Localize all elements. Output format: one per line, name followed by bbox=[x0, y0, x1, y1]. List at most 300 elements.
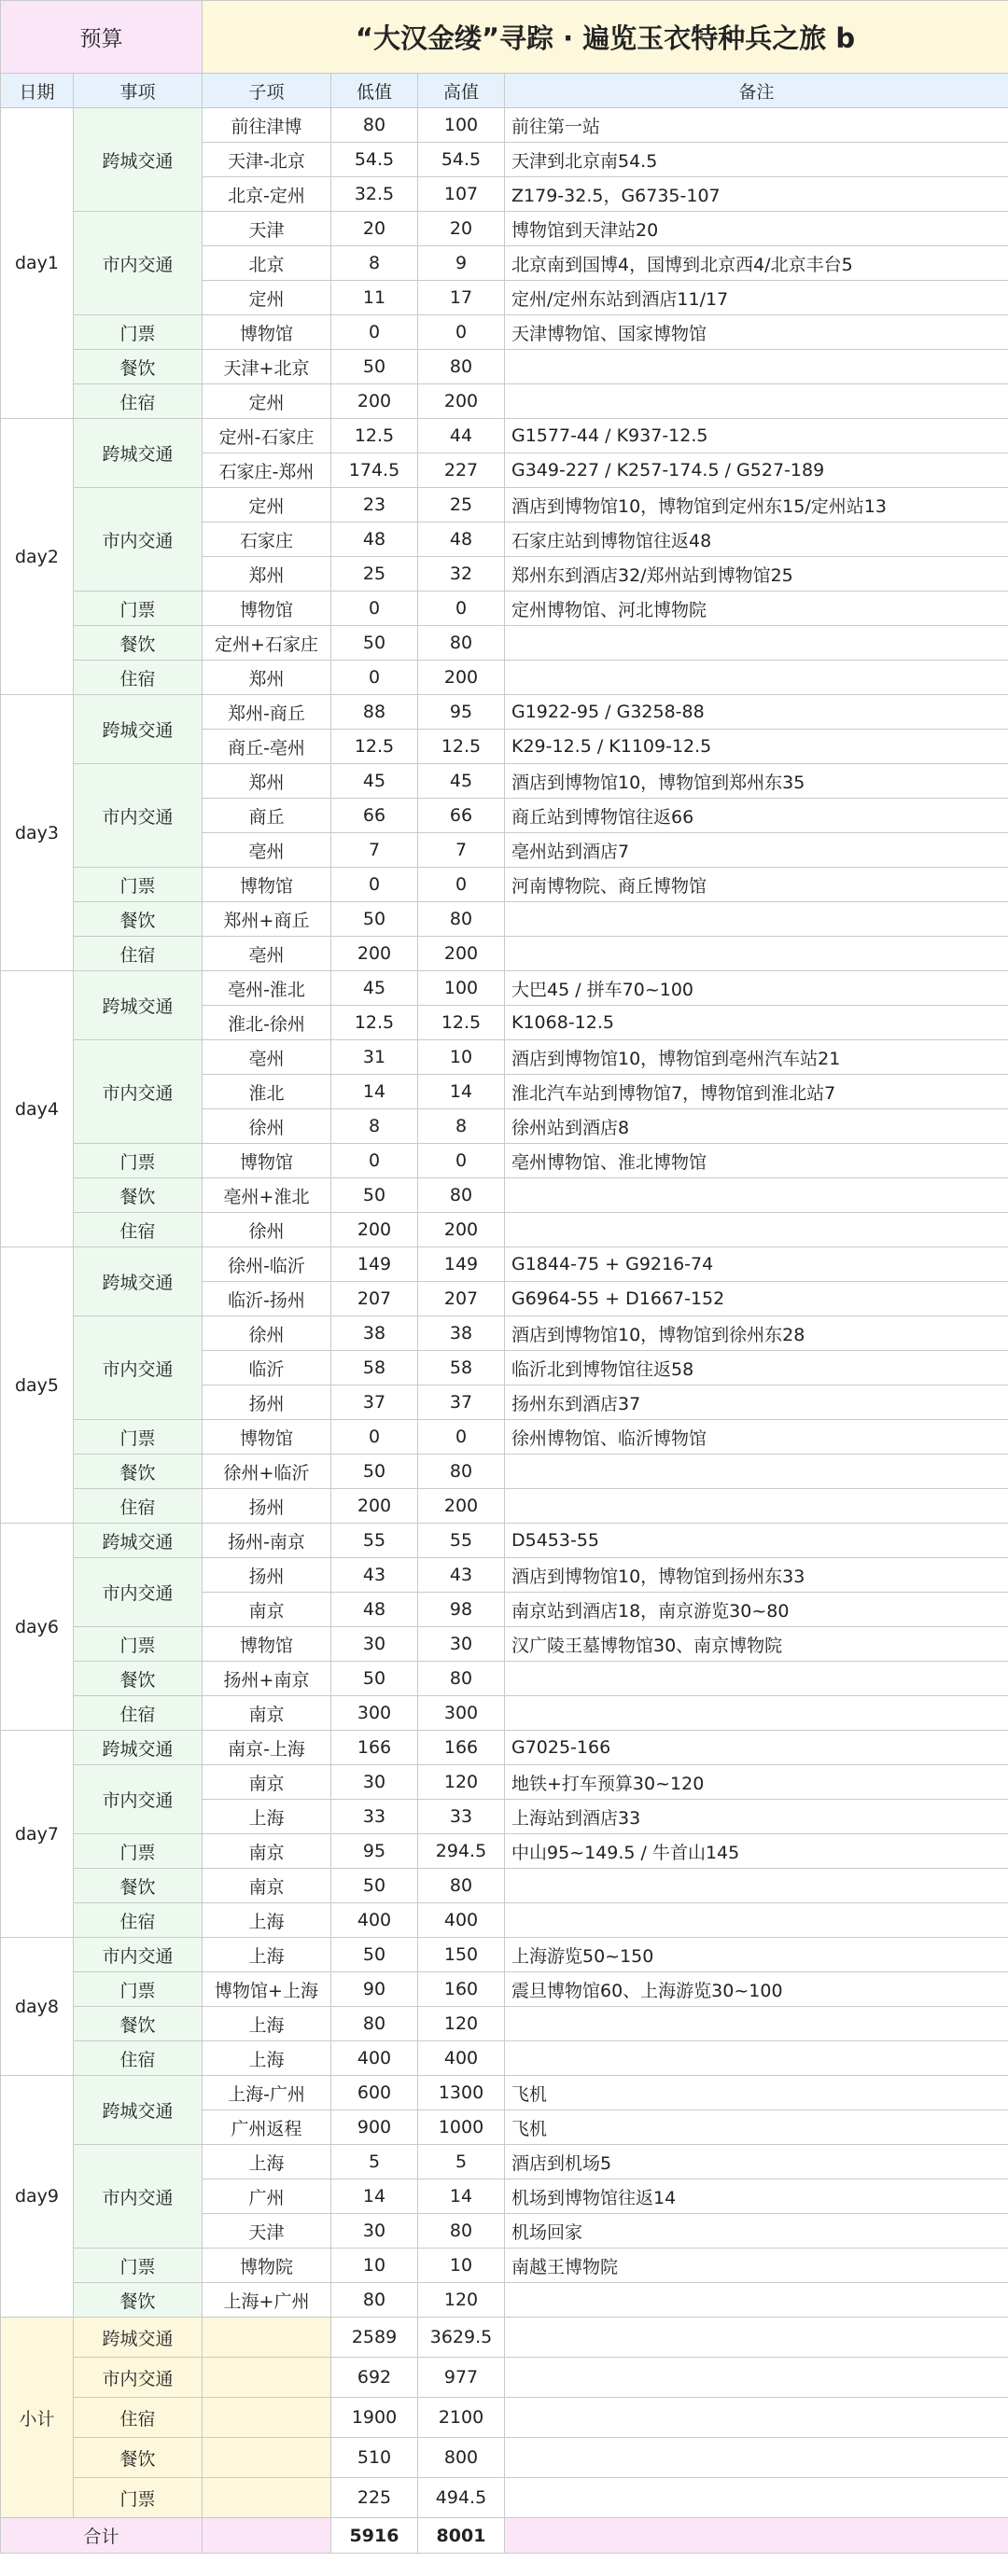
note-cell: 石家庄站到博物馆往返48 bbox=[505, 522, 1008, 557]
subtotal-high: 800 bbox=[418, 2438, 505, 2478]
category-cell: 跨城交通 bbox=[74, 1731, 203, 1765]
low-value-cell: 95 bbox=[331, 1834, 418, 1869]
low-value-cell: 174.5 bbox=[331, 453, 418, 488]
high-value-cell: 20 bbox=[418, 212, 505, 246]
budget-row bbox=[1, 1662, 1008, 1696]
low-value-cell: 207 bbox=[331, 1282, 418, 1316]
note-cell: 酒店到博物馆10，博物馆到郑州东35 bbox=[505, 764, 1008, 799]
high-value-cell: 300 bbox=[418, 1696, 505, 1731]
note-cell bbox=[505, 1662, 1008, 1696]
low-value-cell: 12.5 bbox=[331, 730, 418, 764]
subtotal-high: 3629.5 bbox=[418, 2318, 505, 2358]
subitem-cell: 扬州 bbox=[203, 1489, 331, 1524]
budget-row bbox=[1, 1903, 1008, 1938]
low-value-cell: 50 bbox=[331, 1662, 418, 1696]
category-cell: 门票 bbox=[74, 1972, 203, 2007]
note-cell: 机场回家 bbox=[505, 2214, 1008, 2249]
note-cell: 南京站到酒店18，南京游览30~80 bbox=[505, 1593, 1008, 1627]
category-cell: 市内交通 bbox=[74, 1938, 203, 1972]
header-note: 备注 bbox=[505, 74, 1008, 108]
note-cell bbox=[505, 2041, 1008, 2076]
low-value-cell: 32.5 bbox=[331, 177, 418, 212]
budget-row bbox=[1, 695, 1008, 730]
note-cell: 地铁+打车预算30~120 bbox=[505, 1765, 1008, 1800]
budget-row bbox=[1, 108, 1008, 143]
note-cell: 酒店到博物馆10，博物馆到扬州东33 bbox=[505, 1558, 1008, 1593]
high-value-cell: 14 bbox=[418, 1075, 505, 1109]
low-value-cell: 0 bbox=[331, 868, 418, 902]
subitem-cell: 博物院 bbox=[203, 2249, 331, 2283]
category-cell: 餐饮 bbox=[74, 1178, 203, 1213]
category-cell: 门票 bbox=[74, 2249, 203, 2283]
note-cell bbox=[505, 1178, 1008, 1213]
subitem-cell: 商丘 bbox=[203, 799, 331, 833]
low-value-cell: 300 bbox=[331, 1696, 418, 1731]
category-cell: 住宿 bbox=[74, 1489, 203, 1524]
subtotal-high: 977 bbox=[418, 2358, 505, 2398]
budget-row bbox=[1, 1247, 1008, 1282]
low-value-cell: 14 bbox=[331, 1075, 418, 1109]
budget-row bbox=[1, 902, 1008, 937]
note-cell bbox=[505, 2283, 1008, 2318]
low-value-cell: 50 bbox=[331, 1455, 418, 1489]
low-value-cell: 37 bbox=[331, 1385, 418, 1420]
category-cell: 门票 bbox=[74, 868, 203, 902]
low-value-cell: 50 bbox=[331, 902, 418, 937]
high-value-cell: 227 bbox=[418, 453, 505, 488]
low-value-cell: 38 bbox=[331, 1316, 418, 1351]
sheet-title: “大汉金缕”寻踪 · 遍览玉衣特种兵之旅 b bbox=[203, 1, 1008, 74]
category-cell: 住宿 bbox=[74, 937, 203, 971]
subitem-cell: 郑州 bbox=[203, 557, 331, 592]
note-cell: 博物馆到天津站20 bbox=[505, 212, 1008, 246]
subtotal-low: 225 bbox=[331, 2478, 418, 2518]
budget-row bbox=[1, 2145, 1008, 2179]
subtotal-row bbox=[1, 2478, 1008, 2518]
high-value-cell: 38 bbox=[418, 1316, 505, 1351]
budget-row bbox=[1, 2249, 1008, 2283]
budget-row bbox=[1, 1455, 1008, 1489]
subitem-cell: 亳州 bbox=[203, 1040, 331, 1075]
header-high: 高值 bbox=[418, 74, 505, 108]
header-row bbox=[1, 74, 1008, 108]
subitem-cell: 郑州 bbox=[203, 764, 331, 799]
low-value-cell: 48 bbox=[331, 522, 418, 557]
note-cell: 天津博物馆、国家博物馆 bbox=[505, 315, 1008, 350]
header-low: 低值 bbox=[331, 74, 418, 108]
category-cell: 住宿 bbox=[74, 1696, 203, 1731]
note-cell: 南越王博物院 bbox=[505, 2249, 1008, 2283]
category-cell: 门票 bbox=[74, 1144, 203, 1178]
low-value-cell: 12.5 bbox=[331, 1006, 418, 1040]
high-value-cell: 0 bbox=[418, 315, 505, 350]
category-cell: 住宿 bbox=[74, 661, 203, 695]
category-cell: 门票 bbox=[74, 1834, 203, 1869]
subitem-cell: 上海-广州 bbox=[203, 2076, 331, 2110]
note-cell bbox=[505, 661, 1008, 695]
subitem-cell: 定州+石家庄 bbox=[203, 626, 331, 661]
subitem-cell: 南京 bbox=[203, 1593, 331, 1627]
budget-row bbox=[1, 2007, 1008, 2041]
budget-row bbox=[1, 2041, 1008, 2076]
low-value-cell: 0 bbox=[331, 661, 418, 695]
low-value-cell: 45 bbox=[331, 764, 418, 799]
budget-row bbox=[1, 937, 1008, 971]
subitem-cell: 北京 bbox=[203, 246, 331, 281]
day-label: day9 bbox=[1, 2076, 74, 2318]
note-cell: G1577-44 / K937-12.5 bbox=[505, 419, 1008, 453]
note-cell: G349-227 / K257-174.5 / G527-189 bbox=[505, 453, 1008, 488]
budget-row bbox=[1, 1558, 1008, 1593]
high-value-cell: 120 bbox=[418, 2007, 505, 2041]
category-cell: 市内交通 bbox=[74, 488, 203, 592]
high-value-cell: 120 bbox=[418, 1765, 505, 1800]
high-value-cell: 43 bbox=[418, 1558, 505, 1593]
low-value-cell: 58 bbox=[331, 1351, 418, 1385]
low-value-cell: 200 bbox=[331, 1213, 418, 1247]
high-value-cell: 294.5 bbox=[418, 1834, 505, 1869]
header-item: 事项 bbox=[74, 74, 203, 108]
subtotal-low: 510 bbox=[331, 2438, 418, 2478]
subitem-cell: 博物馆 bbox=[203, 315, 331, 350]
low-value-cell: 80 bbox=[331, 2283, 418, 2318]
budget-row bbox=[1, 1765, 1008, 1800]
low-value-cell: 200 bbox=[331, 1489, 418, 1524]
subitem-cell: 扬州 bbox=[203, 1558, 331, 1593]
high-value-cell: 0 bbox=[418, 1144, 505, 1178]
category-cell: 住宿 bbox=[74, 2041, 203, 2076]
category-cell: 餐饮 bbox=[74, 2007, 203, 2041]
note-cell: Z179-32.5，G6735-107 bbox=[505, 177, 1008, 212]
budget-row bbox=[1, 1627, 1008, 1662]
note-cell: 前往第一站 bbox=[505, 108, 1008, 143]
category-cell: 餐饮 bbox=[74, 1662, 203, 1696]
total-label: 合计 bbox=[1, 2518, 203, 2554]
total-high: 8001 bbox=[418, 2518, 505, 2554]
note-cell: 酒店到博物馆10，博物馆到徐州东28 bbox=[505, 1316, 1008, 1351]
subitem-cell: 上海 bbox=[203, 1800, 331, 1834]
note-cell: K1068-12.5 bbox=[505, 1006, 1008, 1040]
high-value-cell: 33 bbox=[418, 1800, 505, 1834]
low-value-cell: 10 bbox=[331, 2249, 418, 2283]
low-value-cell: 0 bbox=[331, 315, 418, 350]
subitem-cell: 南京 bbox=[203, 1765, 331, 1800]
note-cell: G7025-166 bbox=[505, 1731, 1008, 1765]
budget-row bbox=[1, 1040, 1008, 1075]
high-value-cell: 14 bbox=[418, 2179, 505, 2214]
note-cell bbox=[505, 1903, 1008, 1938]
subitem-cell: 上海 bbox=[203, 2041, 331, 2076]
category-cell: 餐饮 bbox=[74, 350, 203, 384]
subitem-cell: 石家庄-郑州 bbox=[203, 453, 331, 488]
category-cell: 住宿 bbox=[74, 1213, 203, 1247]
subitem-cell: 博物馆 bbox=[203, 592, 331, 626]
total-note bbox=[505, 2518, 1008, 2554]
budget-row bbox=[1, 592, 1008, 626]
high-value-cell: 0 bbox=[418, 868, 505, 902]
high-value-cell: 9 bbox=[418, 246, 505, 281]
note-cell: 徐州博物馆、临沂博物馆 bbox=[505, 1420, 1008, 1455]
note-cell bbox=[505, 1696, 1008, 1731]
high-value-cell: 12.5 bbox=[418, 1006, 505, 1040]
header-subitem: 子项 bbox=[203, 74, 331, 108]
day-label: day1 bbox=[1, 108, 74, 419]
category-cell: 市内交通 bbox=[74, 212, 203, 315]
low-value-cell: 54.5 bbox=[331, 143, 418, 177]
subtotal-note bbox=[505, 2398, 1008, 2438]
low-value-cell: 45 bbox=[331, 971, 418, 1006]
day-label: day2 bbox=[1, 419, 74, 695]
high-value-cell: 1000 bbox=[418, 2110, 505, 2145]
subitem-cell: 南京 bbox=[203, 1834, 331, 1869]
high-value-cell: 32 bbox=[418, 557, 505, 592]
budget-row bbox=[1, 764, 1008, 799]
subitem-cell: 博物馆+上海 bbox=[203, 1972, 331, 2007]
budget-row bbox=[1, 1524, 1008, 1558]
category-cell: 门票 bbox=[74, 315, 203, 350]
low-value-cell: 50 bbox=[331, 1869, 418, 1903]
high-value-cell: 149 bbox=[418, 1247, 505, 1282]
high-value-cell: 200 bbox=[418, 384, 505, 419]
low-value-cell: 5 bbox=[331, 2145, 418, 2179]
note-cell: 亳州博物馆、淮北博物馆 bbox=[505, 1144, 1008, 1178]
high-value-cell: 166 bbox=[418, 1731, 505, 1765]
subitem-cell: 郑州 bbox=[203, 661, 331, 695]
category-cell: 餐饮 bbox=[74, 2283, 203, 2318]
subtotal-note bbox=[505, 2478, 1008, 2518]
low-value-cell: 12.5 bbox=[331, 419, 418, 453]
subtotal-row bbox=[1, 2398, 1008, 2438]
header-date: 日期 bbox=[1, 74, 74, 108]
low-value-cell: 23 bbox=[331, 488, 418, 522]
budget-row bbox=[1, 1213, 1008, 1247]
subitem-cell: 博物馆 bbox=[203, 1420, 331, 1455]
day-label: day4 bbox=[1, 971, 74, 1247]
budget-row bbox=[1, 1178, 1008, 1213]
category-cell: 市内交通 bbox=[74, 764, 203, 868]
high-value-cell: 80 bbox=[418, 1662, 505, 1696]
subitem-cell: 扬州 bbox=[203, 1385, 331, 1420]
high-value-cell: 207 bbox=[418, 1282, 505, 1316]
low-value-cell: 90 bbox=[331, 1972, 418, 2007]
note-cell bbox=[505, 937, 1008, 971]
subtotal-high: 494.5 bbox=[418, 2478, 505, 2518]
budget-row bbox=[1, 1316, 1008, 1351]
day-label: day7 bbox=[1, 1731, 74, 1938]
total-empty bbox=[203, 2518, 331, 2554]
low-value-cell: 400 bbox=[331, 2041, 418, 2076]
high-value-cell: 400 bbox=[418, 1903, 505, 1938]
low-value-cell: 80 bbox=[331, 108, 418, 143]
note-cell: G6964-55 + D1667-152 bbox=[505, 1282, 1008, 1316]
low-value-cell: 30 bbox=[331, 2214, 418, 2249]
budget-row bbox=[1, 2076, 1008, 2110]
subitem-cell: 博物馆 bbox=[203, 868, 331, 902]
high-value-cell: 100 bbox=[418, 108, 505, 143]
subitem-cell: 郑州-商丘 bbox=[203, 695, 331, 730]
note-cell: 中山95~149.5 / 牛首山145 bbox=[505, 1834, 1008, 1869]
low-value-cell: 48 bbox=[331, 1593, 418, 1627]
low-value-cell: 200 bbox=[331, 384, 418, 419]
note-cell: 定州/定州东站到酒店11/17 bbox=[505, 281, 1008, 315]
note-cell: 飞机 bbox=[505, 2110, 1008, 2145]
note-cell: 河南博物院、商丘博物馆 bbox=[505, 868, 1008, 902]
high-value-cell: 80 bbox=[418, 1455, 505, 1489]
category-cell: 住宿 bbox=[74, 384, 203, 419]
category-cell: 门票 bbox=[74, 1627, 203, 1662]
note-cell: 徐州站到酒店8 bbox=[505, 1109, 1008, 1144]
category-cell: 市内交通 bbox=[74, 1040, 203, 1144]
high-value-cell: 200 bbox=[418, 661, 505, 695]
high-value-cell: 107 bbox=[418, 177, 505, 212]
low-value-cell: 11 bbox=[331, 281, 418, 315]
subitem-cell: 博物馆 bbox=[203, 1627, 331, 1662]
high-value-cell: 200 bbox=[418, 1489, 505, 1524]
subitem-cell: 南京-上海 bbox=[203, 1731, 331, 1765]
high-value-cell: 54.5 bbox=[418, 143, 505, 177]
subtotal-category: 住宿 bbox=[74, 2398, 203, 2438]
note-cell: 上海站到酒店33 bbox=[505, 1800, 1008, 1834]
low-value-cell: 14 bbox=[331, 2179, 418, 2214]
low-value-cell: 88 bbox=[331, 695, 418, 730]
note-cell bbox=[505, 384, 1008, 419]
note-cell: 郑州东到酒店32/郑州站到博物馆25 bbox=[505, 557, 1008, 592]
subitem-cell: 临沂 bbox=[203, 1351, 331, 1385]
subtotal-row bbox=[1, 2358, 1008, 2398]
category-cell: 住宿 bbox=[74, 1903, 203, 1938]
low-value-cell: 33 bbox=[331, 1800, 418, 1834]
low-value-cell: 0 bbox=[331, 1144, 418, 1178]
low-value-cell: 50 bbox=[331, 350, 418, 384]
note-cell: K29-12.5 / K1109-12.5 bbox=[505, 730, 1008, 764]
category-cell: 餐饮 bbox=[74, 1455, 203, 1489]
high-value-cell: 80 bbox=[418, 350, 505, 384]
note-cell: 天津到北京南54.5 bbox=[505, 143, 1008, 177]
note-cell: D5453-55 bbox=[505, 1524, 1008, 1558]
low-value-cell: 66 bbox=[331, 799, 418, 833]
category-cell: 市内交通 bbox=[74, 1316, 203, 1420]
high-value-cell: 1300 bbox=[418, 2076, 505, 2110]
category-cell: 跨城交通 bbox=[74, 695, 203, 764]
high-value-cell: 66 bbox=[418, 799, 505, 833]
high-value-cell: 80 bbox=[418, 902, 505, 937]
note-cell: 汉广陵王墓博物馆30、南京博物院 bbox=[505, 1627, 1008, 1662]
category-cell: 餐饮 bbox=[74, 902, 203, 937]
note-cell: 上海游览50~150 bbox=[505, 1938, 1008, 1972]
note-cell bbox=[505, 2007, 1008, 2041]
subtotal-empty bbox=[203, 2398, 331, 2438]
subtotal-note bbox=[505, 2438, 1008, 2478]
subitem-cell: 上海 bbox=[203, 1903, 331, 1938]
high-value-cell: 160 bbox=[418, 1972, 505, 2007]
note-cell bbox=[505, 1455, 1008, 1489]
low-value-cell: 50 bbox=[331, 626, 418, 661]
high-value-cell: 17 bbox=[418, 281, 505, 315]
note-cell: G1844-75 + G9216-74 bbox=[505, 1247, 1008, 1282]
high-value-cell: 95 bbox=[418, 695, 505, 730]
subitem-cell: 徐州 bbox=[203, 1213, 331, 1247]
subitem-cell: 定州 bbox=[203, 488, 331, 522]
subtotal-category: 门票 bbox=[74, 2478, 203, 2518]
high-value-cell: 44 bbox=[418, 419, 505, 453]
subitem-cell: 徐州 bbox=[203, 1316, 331, 1351]
category-cell: 跨城交通 bbox=[74, 1524, 203, 1558]
high-value-cell: 80 bbox=[418, 626, 505, 661]
subitem-cell: 徐州-临沂 bbox=[203, 1247, 331, 1282]
subtotal-empty bbox=[203, 2478, 331, 2518]
high-value-cell: 120 bbox=[418, 2283, 505, 2318]
subitem-cell: 定州-石家庄 bbox=[203, 419, 331, 453]
budget-row bbox=[1, 212, 1008, 246]
budget-row bbox=[1, 1144, 1008, 1178]
subtotal-empty bbox=[203, 2358, 331, 2398]
subtotal-note bbox=[505, 2358, 1008, 2398]
high-value-cell: 5 bbox=[418, 2145, 505, 2179]
category-cell: 市内交通 bbox=[74, 1558, 203, 1627]
high-value-cell: 80 bbox=[418, 2214, 505, 2249]
subitem-cell: 天津 bbox=[203, 212, 331, 246]
low-value-cell: 600 bbox=[331, 2076, 418, 2110]
category-cell: 跨城交通 bbox=[74, 108, 203, 212]
budget-row bbox=[1, 2283, 1008, 2318]
note-cell bbox=[505, 1869, 1008, 1903]
subtotal-row bbox=[1, 2438, 1008, 2478]
note-cell: 临沂北到博物馆往返58 bbox=[505, 1351, 1008, 1385]
subitem-cell: 扬州+南京 bbox=[203, 1662, 331, 1696]
budget-row bbox=[1, 1869, 1008, 1903]
low-value-cell: 80 bbox=[331, 2007, 418, 2041]
high-value-cell: 80 bbox=[418, 1178, 505, 1213]
budget-row bbox=[1, 868, 1008, 902]
subtotal-note bbox=[505, 2318, 1008, 2358]
low-value-cell: 8 bbox=[331, 246, 418, 281]
subtotal-category: 跨城交通 bbox=[74, 2318, 203, 2358]
subtotal-low: 1900 bbox=[331, 2398, 418, 2438]
low-value-cell: 20 bbox=[331, 212, 418, 246]
subitem-cell: 广州返程 bbox=[203, 2110, 331, 2145]
note-cell bbox=[505, 902, 1008, 937]
low-value-cell: 200 bbox=[331, 937, 418, 971]
budget-row bbox=[1, 384, 1008, 419]
category-cell: 跨城交通 bbox=[74, 419, 203, 488]
note-cell: 定州博物馆、河北博物院 bbox=[505, 592, 1008, 626]
note-cell bbox=[505, 1489, 1008, 1524]
category-cell: 跨城交通 bbox=[74, 2076, 203, 2145]
budget-row bbox=[1, 626, 1008, 661]
budget-row bbox=[1, 1938, 1008, 1972]
subitem-cell: 淮北-徐州 bbox=[203, 1006, 331, 1040]
category-cell: 市内交通 bbox=[74, 1765, 203, 1834]
note-cell: 北京南到国博4，国博到北京西4/北京丰台5 bbox=[505, 246, 1008, 281]
subitem-cell: 南京 bbox=[203, 1869, 331, 1903]
category-cell: 跨城交通 bbox=[74, 971, 203, 1040]
high-value-cell: 98 bbox=[418, 1593, 505, 1627]
low-value-cell: 30 bbox=[331, 1765, 418, 1800]
note-cell bbox=[505, 626, 1008, 661]
day-label: day8 bbox=[1, 1938, 74, 2076]
budget-row bbox=[1, 1731, 1008, 1765]
low-value-cell: 8 bbox=[331, 1109, 418, 1144]
budget-row bbox=[1, 1420, 1008, 1455]
high-value-cell: 37 bbox=[418, 1385, 505, 1420]
subitem-cell: 上海 bbox=[203, 2145, 331, 2179]
budget-row bbox=[1, 350, 1008, 384]
low-value-cell: 166 bbox=[331, 1731, 418, 1765]
high-value-cell: 48 bbox=[418, 522, 505, 557]
subtotal-low: 692 bbox=[331, 2358, 418, 2398]
note-cell: 震旦博物馆60、上海游览30~100 bbox=[505, 1972, 1008, 2007]
budget-row bbox=[1, 419, 1008, 453]
